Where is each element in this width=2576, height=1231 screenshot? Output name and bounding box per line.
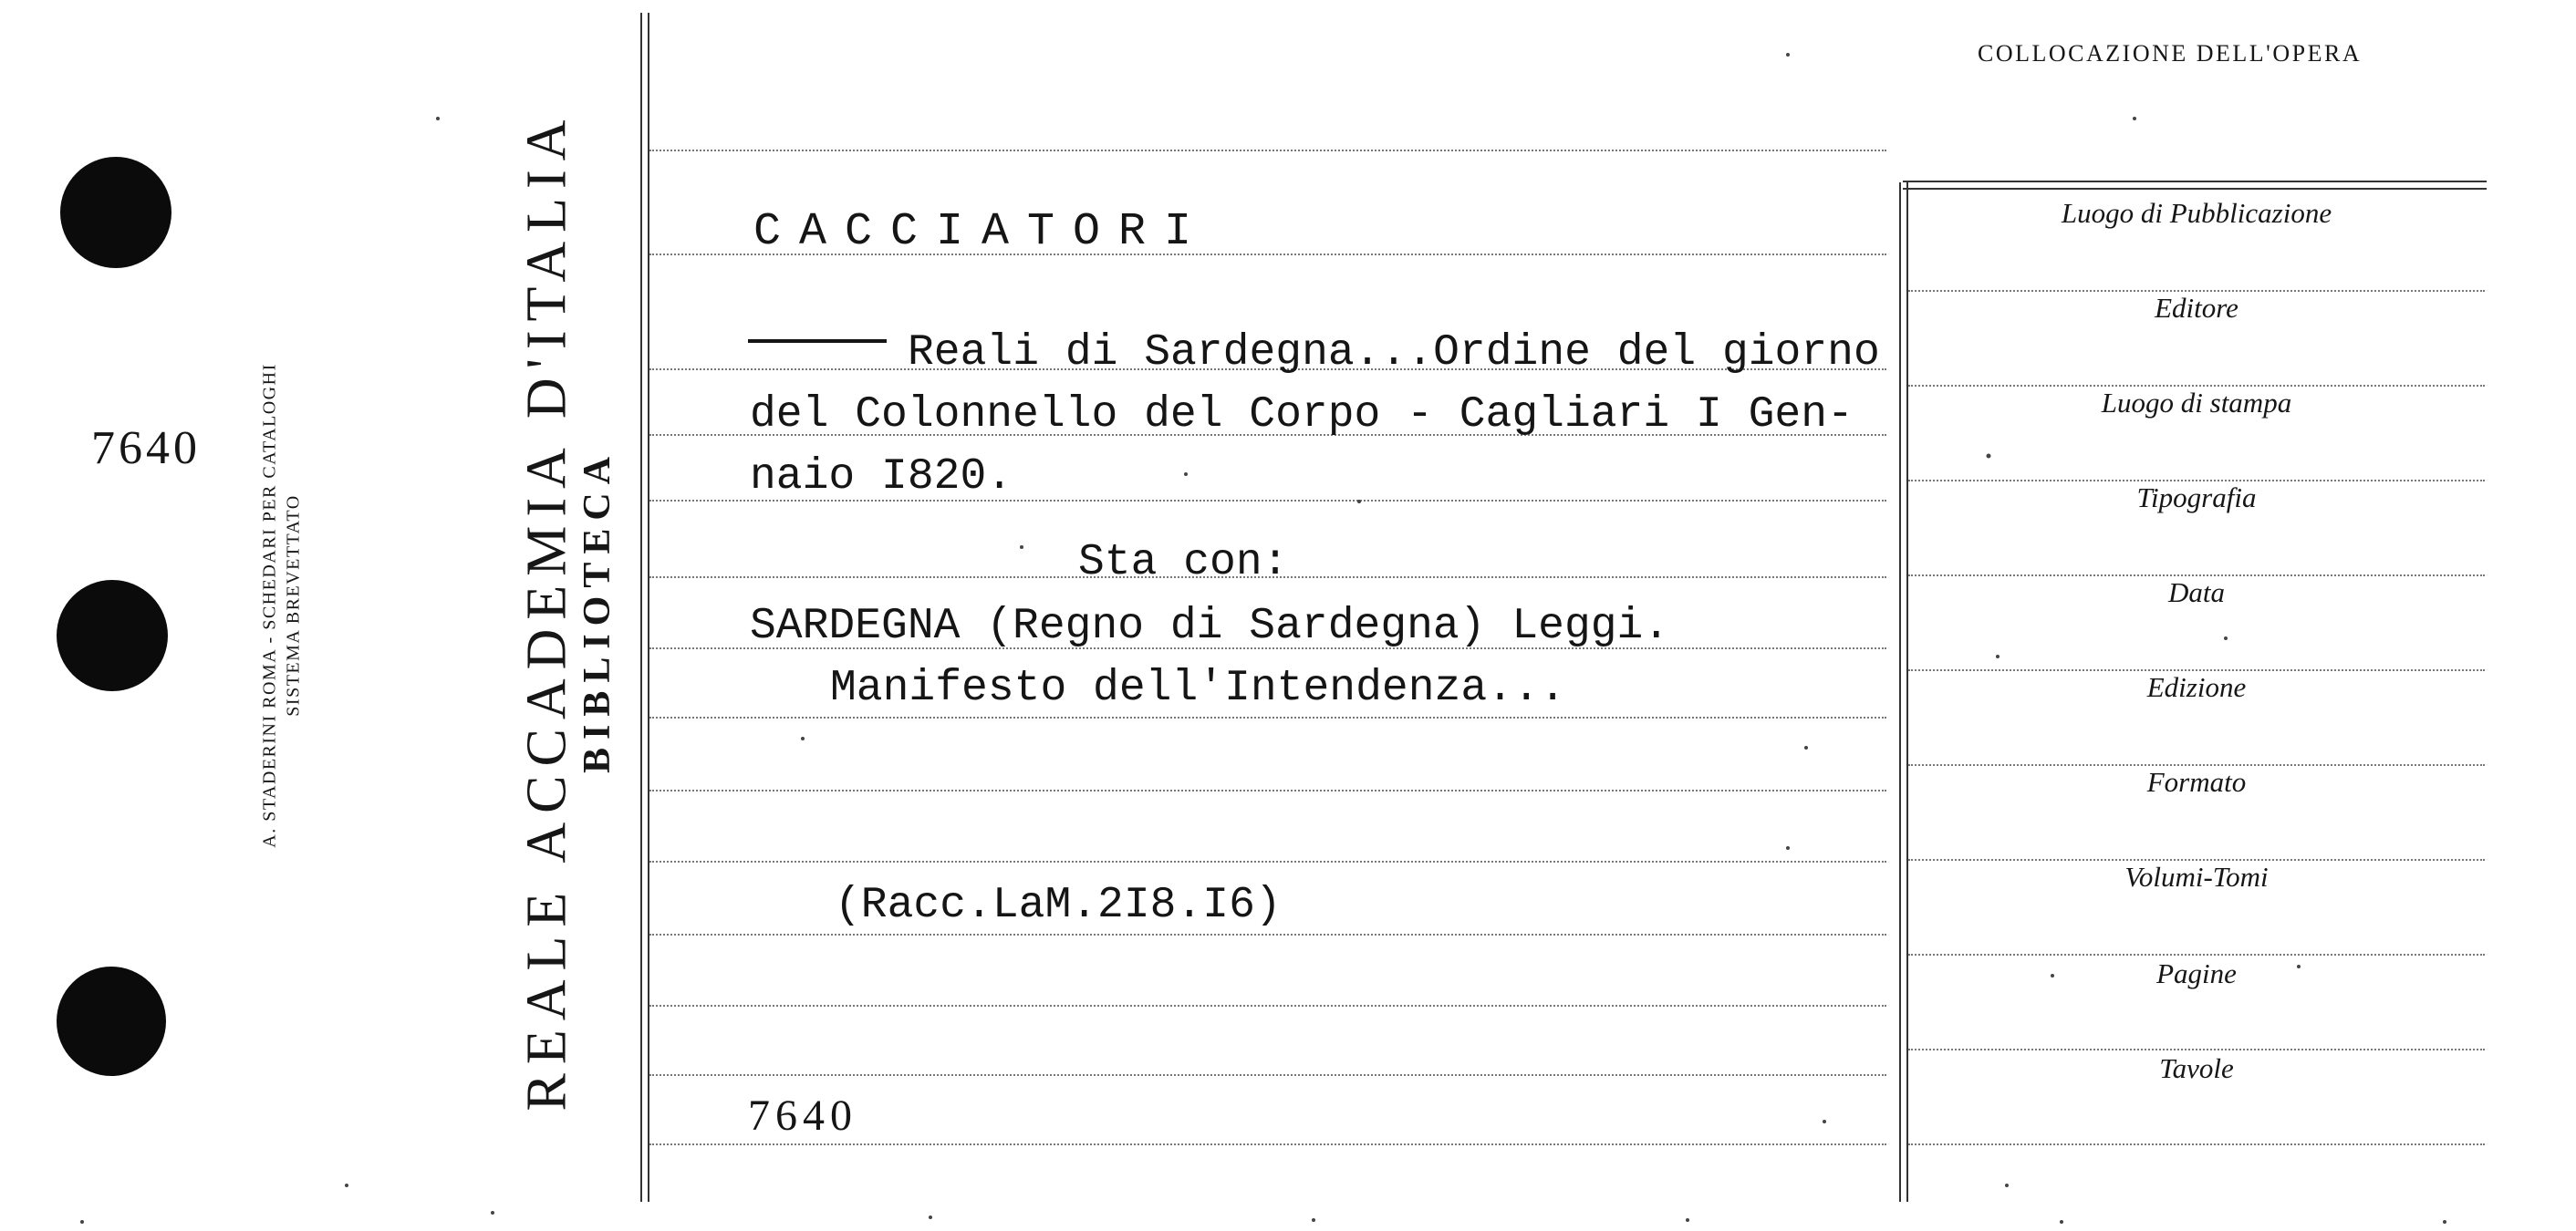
field-label: Data <box>2168 576 2225 608</box>
field-label: Editore <box>2155 292 2238 324</box>
panel-title: COLLOCAZIONE DELL'OPERA <box>1978 40 2363 67</box>
field-label: Formato <box>2146 766 2247 798</box>
entry-line: Manifesto dell'Intendenza... <box>830 664 1566 713</box>
field-label: Edizione <box>2146 671 2247 703</box>
field-label: Pagine <box>2156 957 2237 989</box>
shelfmark: (Racc.LaM.2I8.I6) <box>835 881 1282 930</box>
field-label: Luogo di stampa <box>2101 387 2292 419</box>
printer-imprint-line: A. STADERINI ROMA - SCHEDARI PER CATALOGHI <box>259 363 280 848</box>
catalog-number: 7640 <box>91 422 201 474</box>
entry-line: SARDEGNA (Regno di Sardegna) Leggi. <box>750 602 1670 651</box>
field-label: Tavole <box>2159 1052 2234 1084</box>
bottom-catalog-number: 7640 <box>748 1091 857 1140</box>
entry-line: Reali di Sardegna...Ordine del giorno <box>908 328 1880 378</box>
entry-line: del Colonnello del Corpo - Cagliari I Gen- <box>750 390 1854 440</box>
field-label: Tipografia <box>2136 481 2257 513</box>
entry-line: naio I820. <box>750 452 1013 502</box>
academy-title: REALE ACCADEMIA D'ITALIA <box>515 110 578 1112</box>
field-label: Volumi-Tomi <box>2124 861 2269 893</box>
field-label: Luogo di Pubblicazione <box>2061 197 2332 229</box>
entry-heading: CACCIATORI <box>753 206 1210 258</box>
printer-imprint-line: SISTEMA BREVETTATO <box>283 494 304 717</box>
entry-line: Sta con: <box>1078 538 1289 587</box>
library-title: BIBLIOTECA <box>576 448 618 774</box>
